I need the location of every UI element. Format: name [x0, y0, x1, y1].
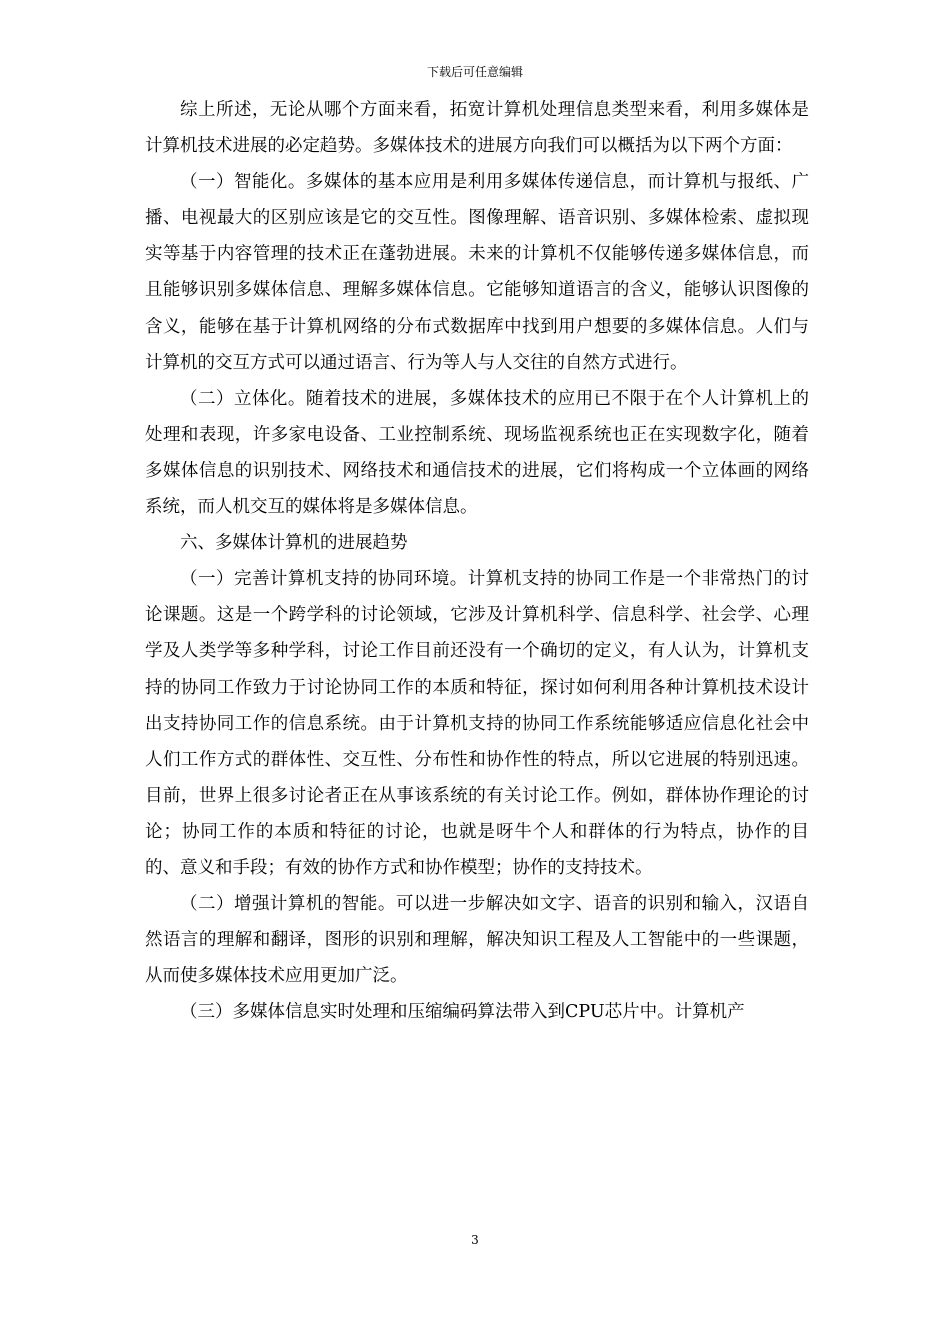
paragraph-stereoscopic: （二）立体化。随着技术的进展，多媒体技术的应用已不限于在个人计算机上的处理和表现，许多家电设备、工业控制系统、现场监视系统也正在实现数字化，随着多媒体信息的识别技术、网络技术和通信技术的进展，它们将构成一个立体画的网络系统，而人机交互的媒体将是多媒体信息。 — [145, 388, 809, 518]
paragraph-realtime: （三）多媒体信息实时处理和压缩编码算法带入到CPU芯片中。计算机产 — [180, 1002, 745, 1023]
paragraph-summary: 综上所述，无论从哪个方面来看，拓宽计算机处理信息类型来看，利用多媒体是计算机技术进展的必定趋势。多媒体技术的进展方向我们可以概括为以下两个方面： — [145, 100, 809, 157]
section-heading: 六、多媒体计算机的进展趋势 — [180, 533, 408, 554]
paragraph-intelligent: （一）智能化。多媒体的基本应用是利用多媒体传递信息，而计算机与报纸、广播、电视最大的区别应该是它的交互性。图像理解、语音识别、多媒体检索、虚拟现实等基于内容管理的技术正在蓬勃进展。未来的计算机不仅能够传递多媒体信息，而且能够识别多媒体信息、理解多媒体信息。它能够知道语言的含义，能够认识图像的含义，能够在基于计算机网络的分布式数据库中找到用户想要的多媒体信息。人们与计算机的交互方式可以通过语言、行为等人与人交往的自然方式进行。 — [145, 172, 809, 373]
paragraph-collaboration: （一）完善计算机支持的协同环境。计算机支持的协同工作是一个非常热门的讨论课题。这是一个跨学科的讨论领域，它涉及计算机科学、信息科学、社会学、心理学及人类学等多种学科，讨论工作目前还没有一个确切的定义，有人认为，计算机支持的协同工作致力于讨论协同工作的本质和特征，探讨如何利用各种计算机技术设计出支持协同工作的信息系统。由于计算机支持的协同工作系统能够适应信息化社会中人们工作方式的群体性、交互性、分布性和协作性的特点，所以它进展的特别迅速。目前，世界上很多讨论者正在从事该系统的有关讨论工作。例如，群体协作理论的讨论；协同工作的本质和特征的讨论，也就是呀牛个人和群体的行为特点，协作的目的、意义和手段；有效的协作方式和协作模型；协作的支持技术。 — [145, 569, 809, 878]
page-number: 3 — [471, 1233, 479, 1247]
paragraph-intelligence: （二）增强计算机的智能。可以进一步解决如文字、语音的识别和输入，汉语自然语言的理解和翻译，图形的识别和理解，解决知识工程及人工智能中的一些课题，从而使多媒体技术应用更加广泛。 — [145, 894, 809, 987]
page-header: 下载后可任意编辑 — [426, 65, 523, 79]
document-body — [145, 92, 809, 1030]
